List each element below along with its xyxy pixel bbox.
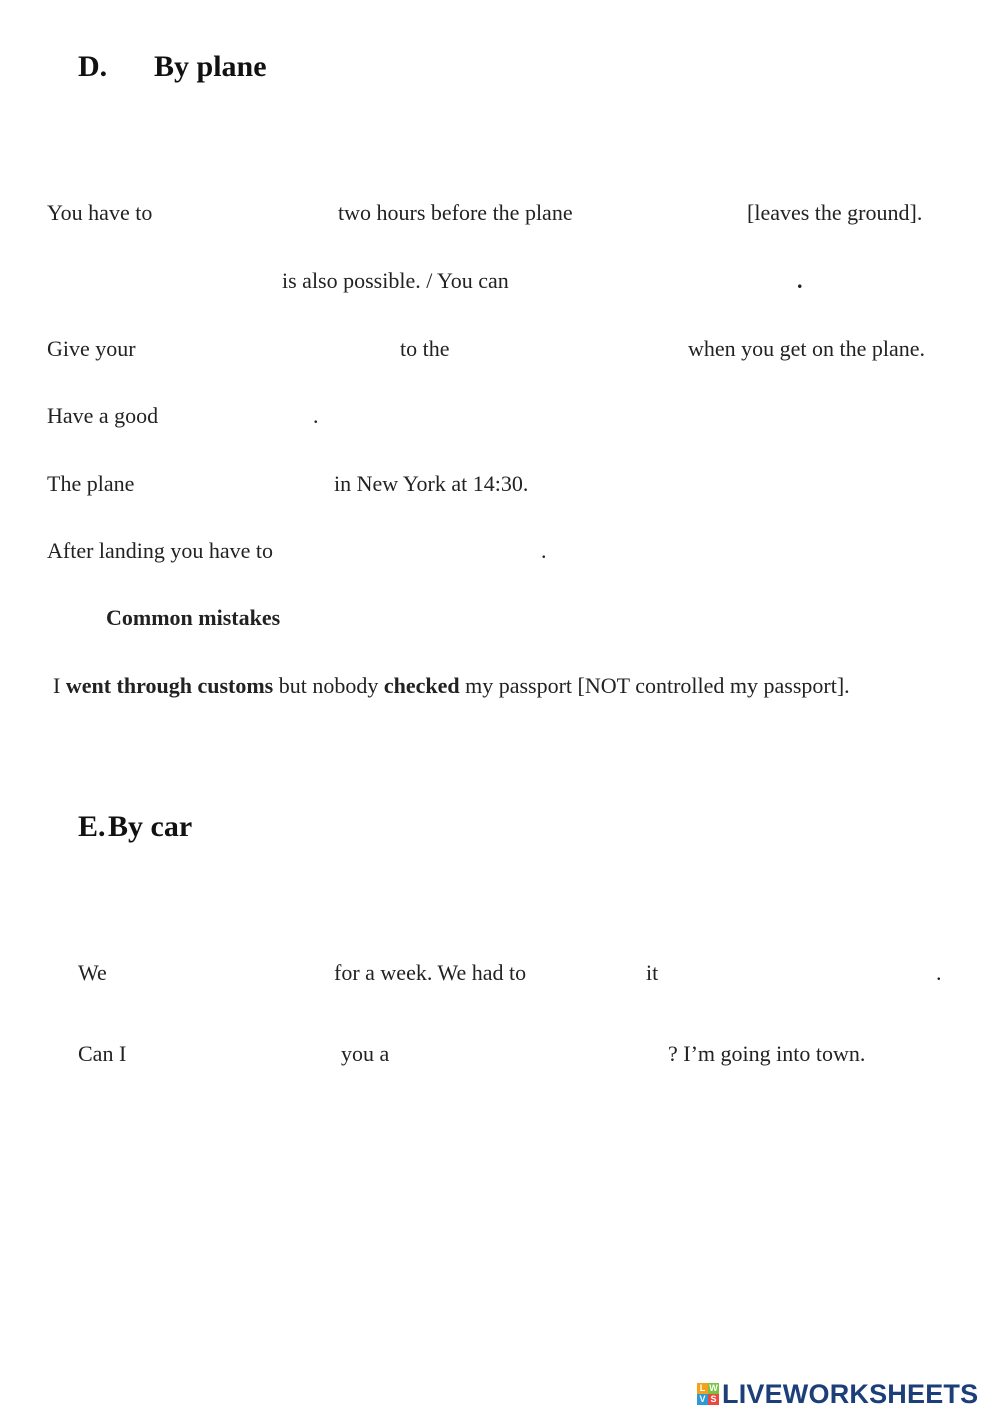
e-line2-text-b: you a: [341, 1041, 390, 1066]
d-line3-text-a: Give your: [47, 336, 136, 361]
d-line6-period: .: [541, 538, 547, 563]
e-line1-text-a: We: [78, 960, 107, 985]
logo-icon-tile-1: L: [697, 1383, 708, 1394]
d-line6-text-a: After landing you have to: [47, 538, 274, 563]
section-d-letter: D.: [78, 50, 108, 83]
d-line4-text-a: Have a good: [47, 403, 159, 428]
cm-part-1: I: [53, 673, 66, 698]
liveworksheets-logo: [697, 1378, 978, 1410]
e-line1-text-c: it: [646, 960, 659, 985]
e-line2-text-a: Can I: [78, 1041, 127, 1066]
d-line5-text-b: in New York at 14:30.: [334, 471, 529, 496]
d-line1-text-c: [leaves the ground].: [747, 200, 923, 225]
e-line2-text-c: ? I’m going into town.: [668, 1041, 866, 1066]
d-line4-period: .: [313, 403, 319, 428]
d-line1-text-b: two hours before the plane: [338, 200, 573, 225]
liveworksheets-logo-icon: [697, 1383, 719, 1405]
d-line1-text-a: You have to: [47, 200, 153, 225]
d-line5-text-a: The plane: [47, 471, 135, 496]
section-e-letter: E.: [78, 810, 106, 843]
cm-part-went-through-customs: went through customs: [65, 673, 274, 698]
logo-icon-tile-3: V: [697, 1394, 708, 1405]
d-line3-text-b: to the: [400, 336, 450, 361]
d-line3-text-c: when you get on the plane.: [688, 336, 926, 361]
e-line1-period: .: [936, 960, 942, 985]
logo-icon-tile-2: W: [709, 1383, 718, 1393]
cm-part-5: my passport [NOT controlled my passport].: [459, 673, 850, 698]
cm-part-checked: checked: [383, 673, 460, 698]
common-mistakes-heading: Common mistakes: [106, 605, 281, 630]
section-d-title: By plane: [154, 50, 267, 83]
d-line2-text-a: is also possible. / You can: [282, 268, 509, 293]
cm-part-3: but nobody: [273, 673, 384, 698]
logo-icon-tile-4: S: [708, 1394, 719, 1405]
d-line2-period: .: [797, 268, 803, 293]
section-e-title: By car: [108, 810, 193, 843]
liveworksheets-logo-text: LIVEWORKSHEETS: [722, 1378, 979, 1409]
e-line1-text-b: for a week. We had to: [334, 960, 527, 985]
common-mistakes-sentence: [53, 675, 850, 697]
